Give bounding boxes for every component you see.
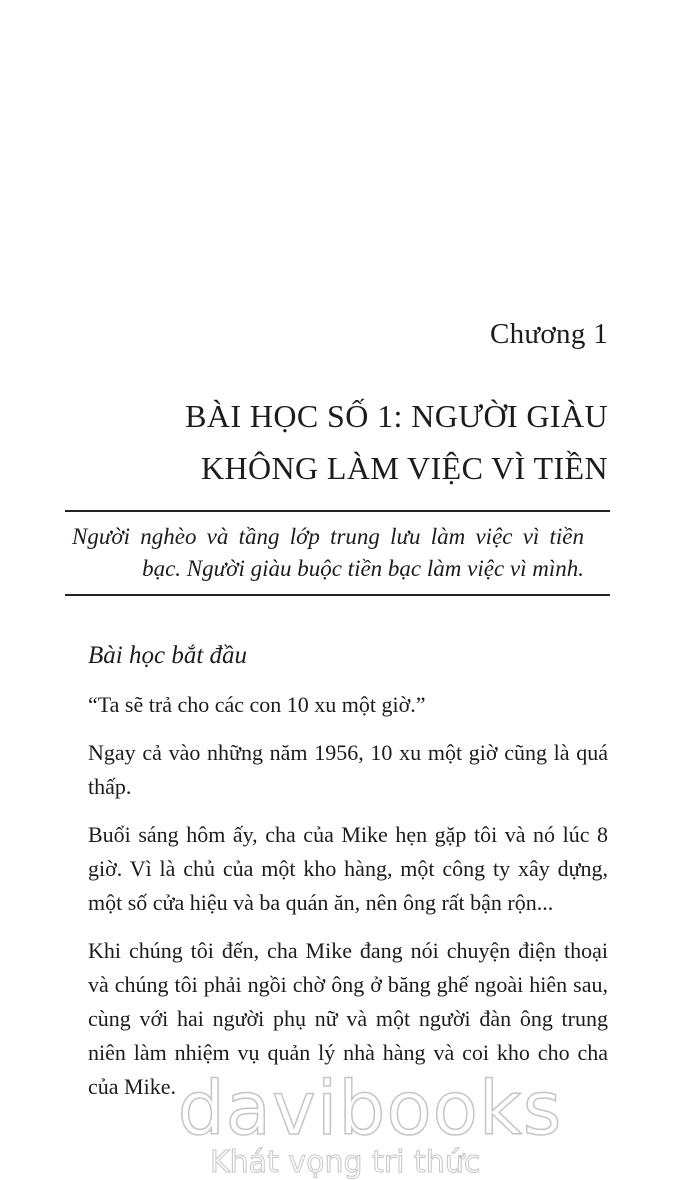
section-heading: Bài học bắt đầu xyxy=(88,642,248,669)
chapter-title xyxy=(88,390,608,494)
watermark-slogan: Khát vọng tri thức xyxy=(210,1145,481,1180)
epigraph: Người nghèo và tầng lớp trung lưu làm việc vì tiền bạc. Người giàu buộc tiền bạc làm việc vì mình. xyxy=(72,524,584,581)
chapter-title-line-2: KHÔNG LÀM VIỆC VÌ TIỀN xyxy=(200,450,608,486)
watermark-logo-text: davibooks xyxy=(177,1066,563,1152)
paragraph: Ngay cả vào những năm 1956, 10 xu một giờ cũng là quá thấp. xyxy=(88,740,608,799)
chapter-title-line-1: BÀI HỌC SỐ 1: NGƯỜI GIÀU xyxy=(185,398,608,434)
paragraph: “Ta sẽ trả cho các con 10 xu một giờ.” xyxy=(88,692,426,717)
epigraph-bottom-rule xyxy=(65,594,610,596)
body-text xyxy=(88,688,608,1118)
chapter-label: Chương 1 xyxy=(489,318,608,350)
epigraph-top-rule xyxy=(65,510,610,512)
paragraph: Khi chúng tôi đến, cha Mike đang nói chuyện điện thoại và chúng tôi phải ngồi chờ ông ở băng ghế ngoài hiên sau, cùng với hai người phụ nữ và một người đàn ông trung niên làm nhiệm vụ quản lý nhà hàng và coi kho cho cha của Mike. xyxy=(88,938,608,1099)
paragraph: Buổi sáng hôm ấy, cha của Mike hẹn gặp tôi và nó lúc 8 giờ. Vì là chủ của một kho hàng, một công ty xây dựng, một số cửa hiệu và ba quán ăn, nên ông rất bận rộn... xyxy=(88,822,608,915)
